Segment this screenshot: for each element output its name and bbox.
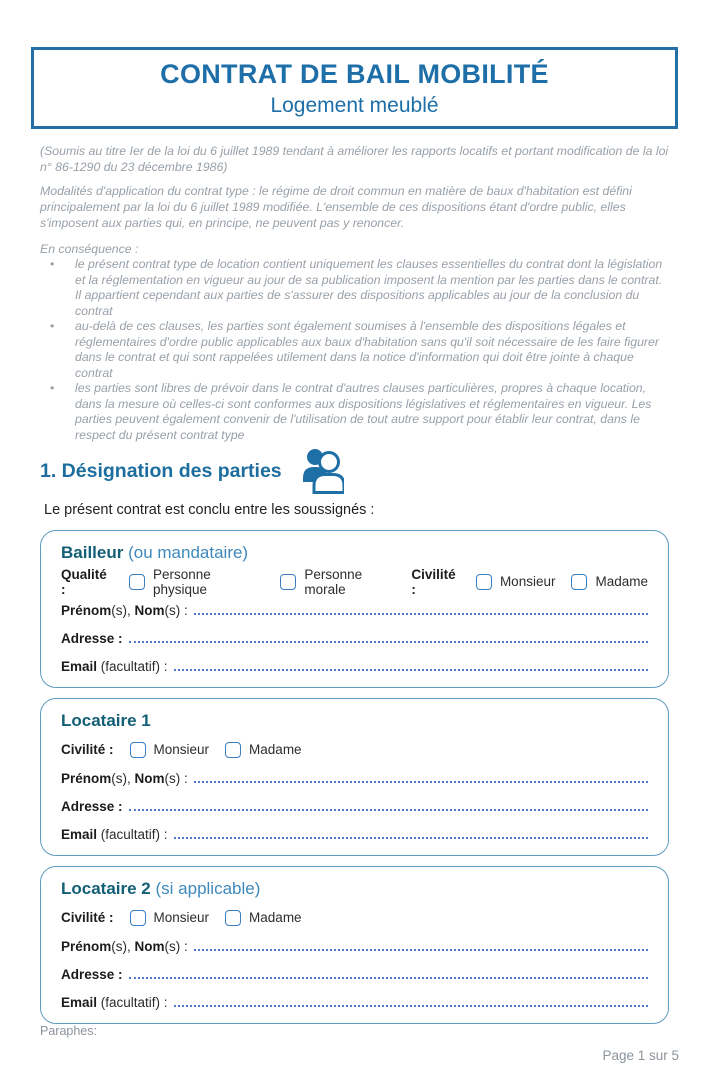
- bailleur-prenom-nom-row: [61, 600, 648, 618]
- civilite-label: Civilité :: [61, 742, 114, 757]
- locataire1-adresse-row: [61, 796, 648, 814]
- checkbox-locataire2-madame[interactable]: [225, 910, 241, 926]
- bailleur-adresse-row: [61, 628, 648, 646]
- adresse-label: Adresse :: [61, 799, 123, 814]
- page-content: [40, 143, 669, 1024]
- locataire2-prenom-nom-row: [61, 936, 648, 954]
- locataire2-adresse-input-line[interactable]: [129, 977, 648, 979]
- checkbox-locataire1-madame[interactable]: [225, 742, 241, 758]
- card-title-text: Locataire 1: [61, 711, 151, 730]
- section1-heading-row: [40, 448, 669, 495]
- card-locataire1-title: [61, 711, 648, 730]
- locataire2-civilite-row: [61, 909, 648, 926]
- checkbox-locataire2-monsieur[interactable]: [130, 910, 146, 926]
- prenom-nom-label: Prénom(s), Nom(s) :: [61, 771, 188, 786]
- locataire1-adresse-input-line[interactable]: [129, 809, 648, 811]
- legal-note: (Soumis au titre Ier de la loi du 6 juillet 1989 tendant à améliorer les rapports locatifs et portant modification de la loi n° 86-1290 du 23 décembre 1986): [40, 144, 669, 174]
- checkbox-label: Monsieur: [153, 742, 210, 757]
- document-subtitle: Logement meublé: [270, 94, 439, 117]
- document-title: CONTRAT DE BAIL MOBILITÉ: [160, 59, 549, 89]
- locataire2-adresse-row: [61, 964, 648, 982]
- bullet-item: • les parties sont libres de prévoir dans le contrat d'autres clauses particulières, propres à chaque location, dans la mesure où celles-ci sont conformes aux dispositions législatives et réglementaires en vigueur. Les parties peuvent également convenir de l'utilisation de tout autre support pour établir leur contrat, dans le respect du présent contrat type: [40, 381, 669, 443]
- locataire1-email-row: [61, 824, 648, 842]
- bailleur-prenom-nom-input-line[interactable]: [194, 613, 648, 615]
- section1-heading: 1. Désignation des parties: [40, 460, 282, 482]
- checkbox-bailleur-personne-physique[interactable]: [129, 574, 145, 590]
- two-persons-icon: [302, 448, 344, 494]
- adresse-label: Adresse :: [61, 967, 123, 982]
- card-title-subtext: (si applicable): [155, 879, 261, 898]
- card-locataire-1: [40, 698, 669, 856]
- bullet-item: • au-delà de ces clauses, les parties sont également soumises à l'ensemble des dispositions légales et réglementaires d'ordre public applicables aux baux d'habitation sans qu'il soit nécessaire de les faire figurer dans le contrat et qui sont rappelées utilement dans la notice d'information qui doit être jointe à chaque contrat: [40, 319, 669, 381]
- locataire1-prenom-nom-input-line[interactable]: [194, 781, 648, 783]
- locataire2-prenom-nom-input-line[interactable]: [194, 949, 648, 951]
- card-locataire2-title: [61, 879, 648, 898]
- card-title-text: Locataire 2: [61, 879, 151, 898]
- bailleur-email-row: [61, 656, 648, 674]
- bailleur-adresse-input-line[interactable]: [129, 641, 648, 643]
- bailleur-email-input-line[interactable]: [174, 669, 648, 671]
- consequence-bullet-list: [40, 257, 669, 443]
- locataire2-email-row: [61, 992, 648, 1010]
- checkbox-label: Personne physique: [153, 566, 211, 597]
- checkbox-label: Personne morale: [304, 566, 363, 597]
- checkbox-locataire1-monsieur[interactable]: [130, 742, 146, 758]
- page-number: Page 1 sur 5: [602, 1048, 679, 1063]
- card-bailleur-title: [61, 543, 648, 562]
- adresse-label: Adresse :: [61, 631, 123, 646]
- email-label: Email (facultatif) :: [61, 659, 168, 674]
- civilite-label: Civilité :: [411, 566, 456, 597]
- email-label: Email (facultatif) :: [61, 827, 168, 842]
- bullet-item: • le présent contrat type de location contient uniquement les clauses essentielles du contrat dont la législation et la réglementation en vigueur au jour de sa publication imposent la mention par les parties dans le contrat. Il appartient cependant aux parties de s'assurer des dispositions applicables au jour de la conclusion du contrat: [40, 257, 669, 319]
- checkbox-label: Madame: [249, 910, 302, 925]
- locataire1-email-input-line[interactable]: [174, 837, 648, 839]
- prenom-nom-label: Prénom(s), Nom(s) :: [61, 939, 188, 954]
- civilite-label: Civilité :: [61, 910, 114, 925]
- checkbox-bailleur-monsieur[interactable]: [476, 574, 492, 590]
- qualite-label: Qualité :: [61, 566, 107, 597]
- consequence-intro: En conséquence :: [40, 242, 139, 256]
- modalites-note: Modalités d'application du contrat type : le régime de droit commun en matière de baux d'habitation est défini principalement par la loi du 6 juillet 1989 modifiée. L'ensemble de ces dispositions étant d'ordre public, elles s'imposent aux parties qui, en principe, ne peuvent pas y renoncer.: [40, 184, 632, 230]
- card-locataire-2: [40, 866, 669, 1024]
- card-title-subtext: (ou mandataire): [128, 543, 249, 562]
- email-label: Email (facultatif) :: [61, 995, 168, 1010]
- locataire1-civilite-row: [61, 741, 648, 758]
- paraphes-label: Paraphes:: [40, 1024, 97, 1038]
- checkbox-label: Madame: [249, 742, 302, 757]
- checkbox-label: Monsieur: [499, 574, 556, 589]
- card-bailleur: [40, 530, 669, 688]
- prenom-nom-label: Prénom(s), Nom(s) :: [61, 603, 188, 618]
- document-title-box: [31, 47, 678, 129]
- checkbox-bailleur-personne-morale[interactable]: [280, 574, 296, 590]
- checkbox-bailleur-madame[interactable]: [571, 574, 587, 590]
- card-title-text: Bailleur: [61, 543, 124, 562]
- bailleur-qualite-civilite-row: [61, 566, 648, 597]
- section1-intro: Le présent contrat est conclu entre les soussignés :: [44, 502, 375, 518]
- checkbox-label: Madame: [595, 574, 648, 589]
- locataire2-email-input-line[interactable]: [174, 1005, 648, 1007]
- locataire1-prenom-nom-row: [61, 768, 648, 786]
- checkbox-label: Monsieur: [153, 910, 210, 925]
